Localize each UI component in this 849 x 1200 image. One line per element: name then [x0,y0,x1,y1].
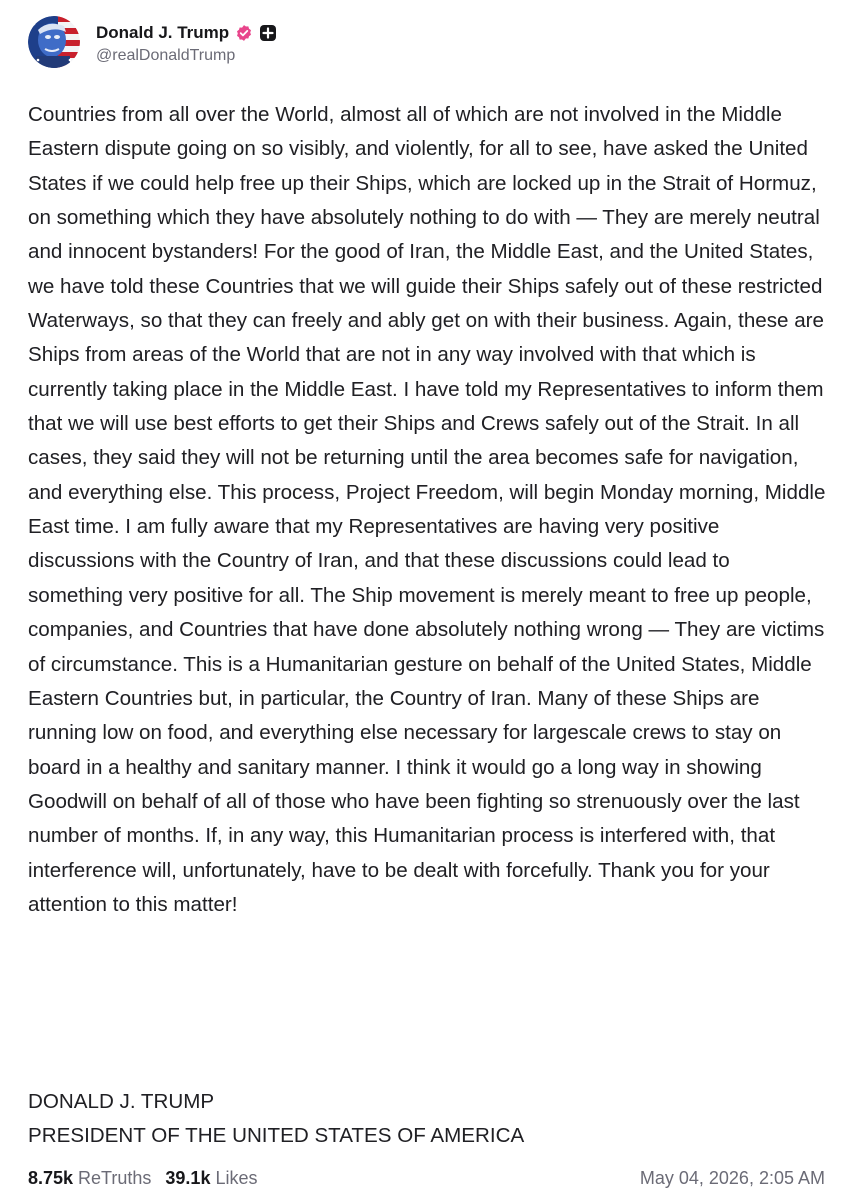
likes-label: Likes [215,1167,258,1188]
signature-title: PRESIDENT OF THE UNITED STATES OF AMERICA [28,1124,525,1148]
post-timestamp[interactable]: May 04, 2026, 2:05 AM [639,1167,825,1188]
signature-name: DONALD J. TRUMP [28,1090,215,1113]
likes-stat[interactable] [165,1168,257,1189]
post-footer [28,1162,825,1194]
author-info [96,20,277,65]
post-signature [28,1085,524,1154]
likes-count: 39.1k [165,1167,211,1188]
author-handle[interactable]: @realDonaldTrump [96,46,236,64]
author-display-name[interactable]: Donald J. Trump [96,22,230,42]
portrait-flag-avatar-icon [28,16,80,68]
verified-badge-icon [235,24,253,42]
retruths-count: 8.75k [28,1167,74,1188]
author-name-row [96,20,277,46]
post-body-text: Countries from all over the World, almost all of which are not involved in the Middle Eastern dispute going on so visibly, and violently, for all to see, have asked the United States if we could help free up their Ships, which are locked up in the Strait of Hormuz, on something which they have absolutely nothing to do with — They are merely neutral and innocent bystanders! For the good of Iran, the Middle East, and the United States, we have told these Countries that we will guide their Ships safely out of these restricted Waterways, so that they can freely and ably get on with their business. Again, these are Ships from areas of the World that are not in any way involved with that which is currently taking place in the Middle East. I have told my Representatives to inform them that we will use best efforts to get their Ships and Crews safely out of the Strait. In all cases, they said they will not be returning until the area becomes safe for navigation, and everything else. This process, Project Freedom, will begin Monday morning, Middle East time. I am fully aware that my Representatives are having very positive discussions with the Country of Iran, and that these discussions could lead to something very positive for all. The Ship movement is merely meant to free up people, companies, and Countries that have done absolutely nothing wrong — They are victims of circumstance. This is a Humanitarian gesture on behalf of the United States, Middle Eastern Countries but, in particular, the Country of Iran. Many of these Ships are running low on food, and everything else necessary for largescale crews to stay on board in a healthy and sanitary manner. I think it would go a long way in showing Goodwill on behalf of all of those who have been fighting so strenuously over the last number of months. If, in any way, this Humanitarian process is interfered with, that interference will, unfortunately, have to be dealt with forcefully. Thank you for your attention to this matter! [28,103,826,916]
retruths-label: ReTruths [78,1167,152,1188]
plus-badge-icon [259,24,277,42]
post-header [28,14,277,70]
avatar[interactable] [28,16,80,68]
retruths-stat[interactable] [28,1168,151,1189]
